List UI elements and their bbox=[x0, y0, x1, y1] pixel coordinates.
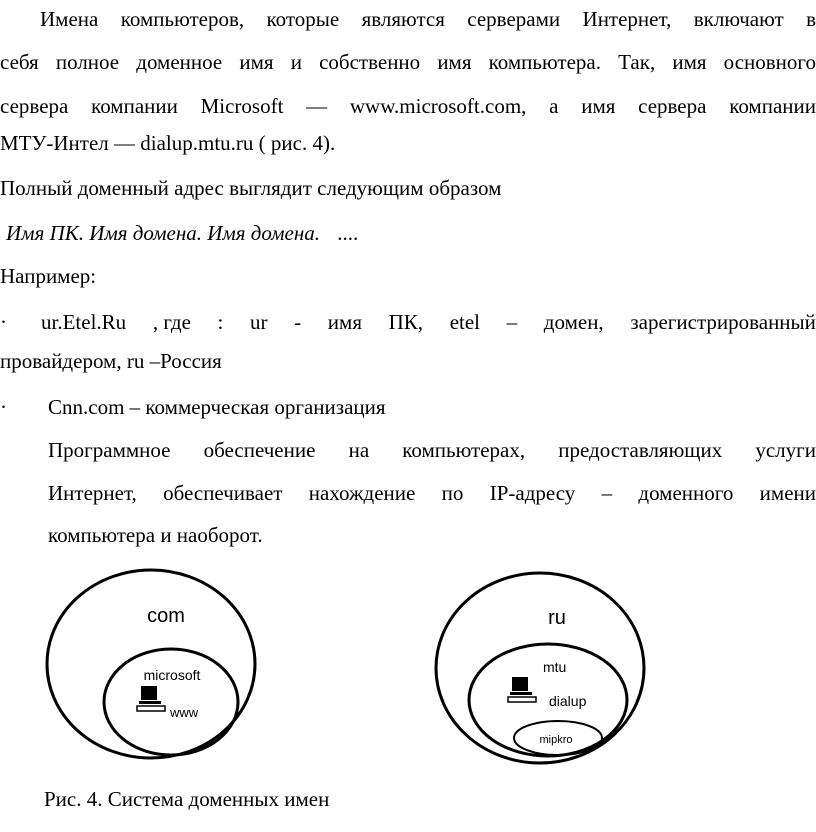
com-outer-ellipse bbox=[47, 570, 255, 758]
mipkro-label: mipkro bbox=[539, 734, 573, 746]
bullet1-word: домен, bbox=[543, 310, 604, 334]
paragraph1-line2: себя полное доменное имя и собственно имя компьютера. Так, имя основного bbox=[0, 50, 816, 74]
paragraph1-line3: сервера компании Microsoft — www.microsoft.com, а имя сервера компании bbox=[0, 94, 816, 118]
address-pattern-text: Имя ПК. Имя домена. Имя домена. bbox=[6, 221, 321, 245]
paragraph1-line1: Имена компьютеров, которые являются серверами Интернет, включают в bbox=[40, 7, 816, 31]
bullet2: Cnn.com – коммерческая организация bbox=[48, 395, 386, 419]
bullet1-word: - bbox=[294, 310, 302, 334]
bullet1-line2: провайдером, ru –Россия bbox=[0, 349, 222, 373]
bullet1-line1 bbox=[0, 310, 816, 334]
com-domain bbox=[47, 570, 255, 758]
figure-caption: Рис. 4. Система доменных имен bbox=[44, 787, 330, 811]
paragraph1-line4: МТУ-Интел — dialup.mtu.ru ( рис. 4). bbox=[0, 131, 336, 155]
dialup-label: dialup bbox=[549, 693, 587, 709]
bullet1-word: ПК, bbox=[388, 310, 424, 334]
microsoft-inner-ellipse bbox=[104, 649, 238, 755]
example-label: Например: bbox=[0, 264, 97, 288]
computer-icon bbox=[137, 686, 165, 711]
address-pattern bbox=[6, 221, 358, 245]
ru-domain bbox=[436, 573, 644, 763]
bullet1-word: ur bbox=[250, 310, 268, 334]
com-label: com bbox=[147, 605, 185, 627]
bullet1-word: , где bbox=[152, 310, 191, 334]
bullet2-dot: · bbox=[0, 395, 7, 419]
bullet1-word: зарегистрированный bbox=[630, 310, 816, 334]
paragraph2-line3: компьютера и наоборот. bbox=[48, 523, 263, 547]
bullet1-word: ur.Etel.Ru bbox=[41, 310, 127, 334]
domain-diagram bbox=[0, 560, 816, 780]
address-pattern-suffix: .... bbox=[337, 221, 359, 245]
computer-icon bbox=[508, 677, 536, 702]
bullet1-word: etel bbox=[449, 310, 481, 334]
www-label: www bbox=[170, 705, 199, 720]
microsoft-label: microsoft bbox=[143, 667, 201, 683]
bullet1-word: имя bbox=[327, 310, 362, 334]
full-address-intro: Полный доменный адрес выглядит следующим образом bbox=[0, 176, 502, 200]
ru-label: ru bbox=[548, 607, 566, 629]
bullet1-word: – bbox=[506, 310, 518, 334]
paragraph2-line2: Интернет, обеспечивает нахождение по IP-адресу – доменного имени bbox=[48, 481, 816, 505]
mtu-label: mtu bbox=[543, 659, 567, 675]
paragraph2-line1: Программное обеспечение на компьютерах, предоставляющих услуги bbox=[48, 438, 816, 462]
bullet1-word: : bbox=[217, 310, 224, 334]
bullet-dot: · bbox=[0, 310, 7, 334]
